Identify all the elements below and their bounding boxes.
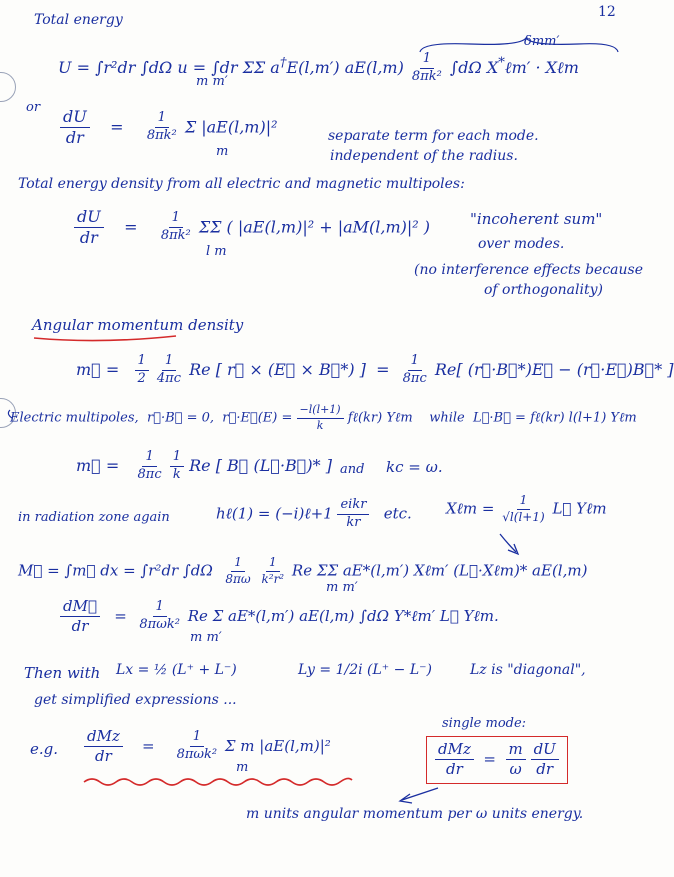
- M-lhs: M⃗ = ∫m⃗ dx = ∫r²dr ∫dΩ: [18, 561, 213, 580]
- dagger-mark: *: [498, 55, 505, 71]
- fraction-numerator: 1: [408, 354, 422, 371]
- fraction-denominator: 8πc: [402, 370, 427, 386]
- page-number: 12: [598, 4, 616, 20]
- fraction-numerator: dU: [60, 108, 90, 128]
- LB-equation: L⃗·B⃗ = fℓ(kr) l(l+1) Yℓm: [472, 410, 637, 426]
- equals-sign: =: [141, 736, 155, 755]
- fraction-numerator: dU: [531, 741, 559, 760]
- energy-integral-rhs2: ℓm′ · Xℓm: [504, 57, 579, 77]
- summation-subscript: m m′: [190, 630, 222, 645]
- fraction-numerator: dMz: [435, 741, 474, 760]
- kc-omega: kc = ω.: [386, 458, 443, 476]
- fraction-numerator: m: [506, 741, 526, 760]
- fraction-denominator: dr: [95, 747, 112, 766]
- fraction-numerator: dMz: [84, 728, 123, 747]
- equals-sign: =: [114, 606, 127, 625]
- wavy-red-underline: [84, 778, 352, 785]
- fraction-denominator: ω: [509, 760, 522, 779]
- summation-subscript: m m′: [326, 580, 358, 595]
- m-vector-lhs: m⃗ =: [76, 455, 120, 475]
- fraction-denominator: 8πk²: [160, 228, 191, 244]
- dMz-rhs: Σ m |aE(l,m)|²: [224, 736, 331, 755]
- heading-underline: [34, 336, 176, 341]
- overbrace-label: δmm′: [524, 34, 560, 49]
- fraction-denominator: k²r²: [261, 571, 285, 586]
- overbrace: [420, 38, 618, 52]
- cross-product-term: Re [ r⃗ × (E⃗ × B⃗*) ]: [189, 359, 366, 379]
- summation-subscript: m: [216, 144, 229, 159]
- fraction-denominator: k: [172, 466, 181, 482]
- X-lhs: Xℓm =: [446, 499, 495, 518]
- energy-integral-mid: E(l,m′) aE(l,m): [286, 57, 404, 77]
- equals-sign: =: [110, 117, 124, 137]
- total-energy-heading: Total energy: [34, 12, 123, 28]
- summation-subscript: m: [236, 760, 249, 775]
- Lz-diagonal-note: Lz is "diagonal",: [470, 662, 586, 678]
- and-label: and: [340, 462, 365, 477]
- energy-integral-lhs: U = ∫r²dr ∫dΩ u = ∫dr ΣΣ a: [58, 57, 280, 77]
- fraction-numerator: 1: [420, 52, 434, 69]
- fraction-numerator: 1: [135, 354, 149, 371]
- m-vector-lhs: m⃗ =: [76, 359, 120, 379]
- expanded-rhs: Re[ (r⃗·B⃗*)E⃗ − (r⃗·E⃗)B⃗* ]: [434, 359, 674, 379]
- Ly-equation: Ly = 1/2i (L⁺ − L⁻): [298, 662, 432, 678]
- dagger-mark: †: [279, 55, 287, 71]
- fraction-numerator: 1: [142, 450, 156, 467]
- radiation-zone-label: in radiation zone again: [18, 510, 170, 525]
- fraction-denominator: dr: [71, 617, 89, 636]
- fraction-denominator: 8πω: [225, 571, 251, 586]
- fraction-denominator: 8πωk²: [176, 747, 218, 763]
- single-mode-label: single mode:: [442, 716, 527, 731]
- fraction-denominator: 8πk²: [146, 128, 177, 144]
- over-modes-note: over modes.: [478, 236, 565, 252]
- fraction-denominator: 8πc: [137, 466, 162, 482]
- X-rhs: L⃗ Yℓm: [552, 499, 607, 518]
- etc-label: etc.: [383, 504, 412, 523]
- fraction-numerator: 1: [517, 494, 531, 510]
- separate-term-note: separate term for each mode.: [328, 128, 539, 144]
- du-rhs: Σ |aE(l,m)|²: [184, 117, 278, 137]
- no-interference-note: (no interference effects because: [414, 262, 644, 278]
- hankel-lhs: hℓ(1) = (−i)ℓ+1: [216, 504, 333, 523]
- arrow-to-box: [402, 788, 438, 800]
- magnetic-rhs: Re [ B⃗ (L⃗·B⃗)* ]: [189, 455, 332, 475]
- fraction-numerator: eikr: [337, 498, 369, 515]
- fraction-denominator: kr: [346, 514, 361, 530]
- orthogonality-note: of orthogonality): [484, 282, 603, 298]
- fraction-numerator: 1: [266, 556, 280, 572]
- incoherent-sum-note: "incoherent sum": [470, 210, 603, 228]
- left-margin-bracket: [8, 410, 12, 418]
- fraction-denominator: dr: [65, 128, 84, 148]
- eg-label: e.g.: [30, 740, 59, 758]
- fraction-numerator: 1: [169, 211, 183, 228]
- fraction-numerator: −l(l+1): [297, 404, 344, 419]
- M-rhs: Re ΣΣ aE*(l,m′) Xℓm′ (L⃗·Xℓm)* aE(l,m): [291, 561, 588, 580]
- fraction-numerator: dU: [74, 208, 104, 228]
- fraction-numerator: 1: [155, 111, 169, 128]
- fraction-numerator: 1: [153, 600, 167, 617]
- fraction-denominator: 2: [137, 370, 146, 386]
- fraction-denominator: dr: [79, 228, 98, 248]
- fraction-numerator: 1: [231, 556, 245, 572]
- then-with-label: Then with: [24, 664, 101, 682]
- fraction-denominator: 4πc: [156, 370, 182, 386]
- total-density-heading: Total energy density from all electric and magnetic multipoles:: [18, 176, 465, 192]
- rE-rhs: fℓ(kr) Yℓm: [347, 410, 413, 426]
- or-label: or: [26, 100, 41, 115]
- independent-radius-note: independent of the radius.: [330, 148, 518, 164]
- dM-rhs: Re Σ aE*(l,m′) aE(l,m) ∫dΩ Y*ℓm′ L⃗ Yℓm.: [187, 606, 499, 625]
- fraction-denominator: dr: [446, 760, 463, 779]
- equals-sign: =: [483, 749, 496, 768]
- fraction-denominator: k: [316, 418, 324, 432]
- fraction-denominator: √l(l+1): [502, 509, 545, 524]
- summation-subscript: m m′: [196, 74, 228, 89]
- fraction-numerator: 1: [190, 730, 204, 747]
- rB-zero: r⃗·B⃗ = 0,: [146, 410, 215, 426]
- fraction-numerator: dM⃗: [60, 598, 100, 617]
- fraction-denominator: dr: [536, 760, 554, 779]
- density-rhs: ΣΣ ( |aE(l,m)|² + |aM(l,m)|² ): [198, 217, 431, 237]
- arrow-to-harmonic: [500, 534, 516, 552]
- angular-momentum-heading: Angular momentum density: [32, 316, 244, 334]
- fraction-denominator: 8πk²: [411, 68, 442, 84]
- summation-subscript: l m: [206, 244, 227, 259]
- equals-sign: =: [124, 217, 138, 237]
- fraction-numerator: 1: [170, 450, 184, 467]
- energy-integral-rhs: ∫dΩ X: [449, 57, 499, 77]
- while-label: while: [429, 410, 465, 426]
- fraction-numerator: 1: [162, 354, 176, 371]
- rE-lhs: r⃗·E⃗(E) =: [222, 410, 293, 426]
- footer-note: m units angular momentum per ω units energy.: [246, 806, 584, 822]
- equals-sign: =: [376, 359, 390, 379]
- simplified-expressions-note: get simplified expressions ...: [34, 692, 237, 708]
- Lx-equation: Lx = ½ (L⁺ + L⁻): [116, 662, 237, 678]
- electric-multipoles-label: Electric multipoles,: [10, 410, 139, 426]
- fraction-denominator: 8πωk²: [139, 617, 180, 633]
